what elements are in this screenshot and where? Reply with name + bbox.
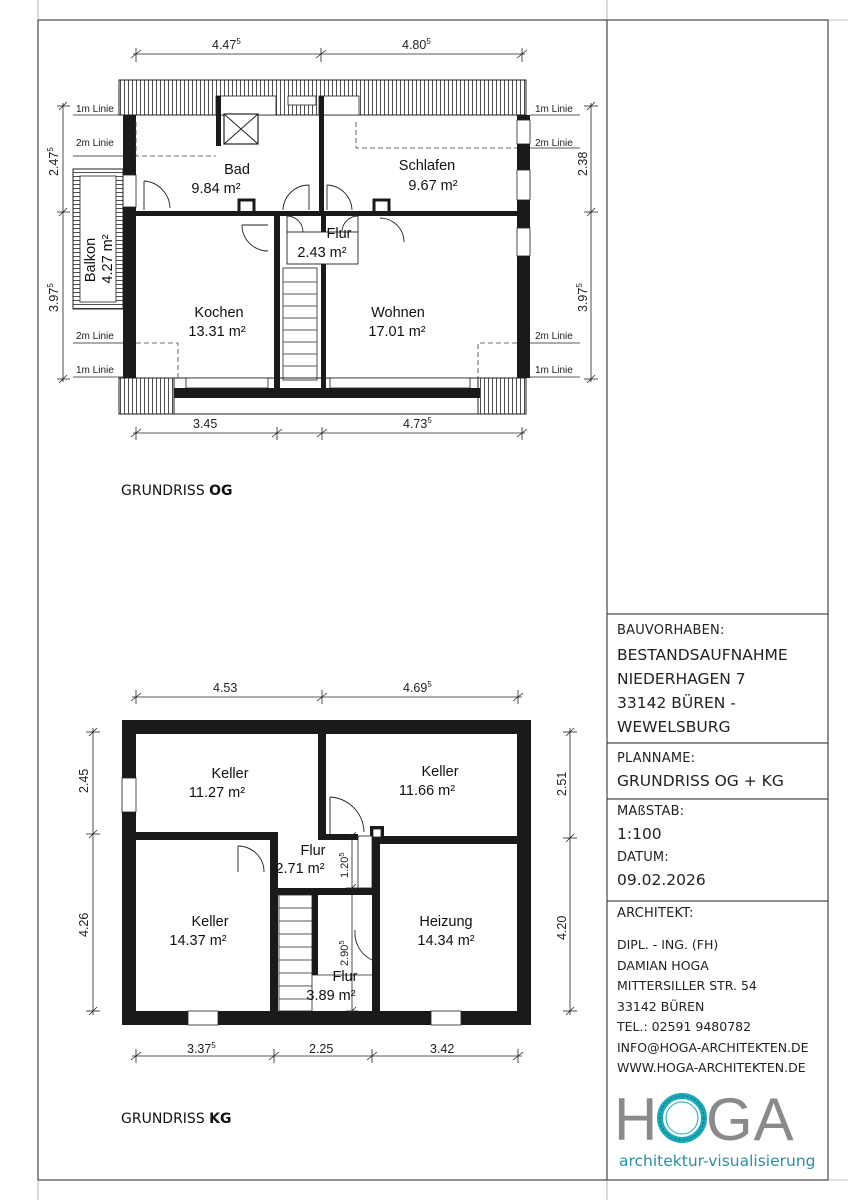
og-dim-top-left: 4.47$^5$ bbox=[212, 37, 241, 52]
architekt-line-2: DAMIAN HOGA bbox=[617, 957, 709, 973]
massstab-value: 1:100 bbox=[617, 825, 662, 843]
kg-dim-left-upper: 2.45 bbox=[77, 768, 91, 793]
og-stair bbox=[283, 268, 317, 380]
datum-value: 09.02.2026 bbox=[617, 871, 706, 889]
bauvorhaben-line-2: NIEDERHAGEN 7 bbox=[617, 670, 746, 688]
og-line-1m-left-bottom: 1m Linie bbox=[76, 365, 114, 376]
og-line-2m-right-top: 2m Linie bbox=[535, 138, 573, 149]
logo-letters-ga: GA bbox=[706, 1086, 795, 1153]
og-dim-top-right: 4.80$^5$ bbox=[402, 37, 431, 52]
bauvorhaben-cell bbox=[617, 623, 824, 739]
kg-dim-bottom-2: 2.25 bbox=[309, 1042, 334, 1056]
kg-dim-right-upper: 2.51 bbox=[555, 771, 569, 796]
kg-room-keller-3-area: 14.37 m² bbox=[169, 933, 227, 949]
og-dim-left-upper: 2.47$^5$ bbox=[46, 147, 61, 176]
planname-cell bbox=[617, 751, 824, 793]
massstab-label: MAßSTAB: bbox=[617, 804, 685, 819]
og-room-flur-name: Flur bbox=[326, 226, 352, 242]
og-line-2m-right-bottom: 2m Linie bbox=[535, 331, 573, 342]
og-line-1m-right-top: 1m Linie bbox=[535, 104, 573, 115]
kg-room-keller-2-name: Keller bbox=[421, 764, 459, 780]
og-roof-bottom-right bbox=[478, 378, 526, 414]
architekt-line-5: TEL.: 02591 9480782 bbox=[617, 1019, 752, 1034]
architekt-line-4: 33142 BÜREN bbox=[617, 998, 705, 1014]
kg-room-flur-1-area: 2.71 m² bbox=[275, 861, 325, 877]
kg-floorplan bbox=[77, 680, 577, 1063]
og-line-2m-left-top: 2m Linie bbox=[76, 138, 114, 149]
bauvorhaben-line-3: 33142 BÜREN - bbox=[617, 694, 736, 712]
bauvorhaben-label: BAUVORHABEN: bbox=[617, 623, 725, 638]
kg-dimension-lines bbox=[86, 690, 577, 1063]
kg-walls bbox=[122, 720, 531, 1025]
og-dim-left-lower: 3.97$^5$ bbox=[46, 283, 61, 312]
kg-dim-right-lower: 4.20 bbox=[555, 915, 569, 940]
og-room-balkon-area: 4.27 m² bbox=[100, 234, 116, 284]
og-section-title: GRUNDRISS OG bbox=[121, 483, 233, 499]
og-roof-bottom-left bbox=[119, 378, 174, 414]
kg-dim-inner-2: 2.90$^5$ bbox=[337, 940, 351, 966]
og-room-schlafen-area: 9.67 m² bbox=[408, 178, 458, 194]
architekt-label: ARCHITEKT: bbox=[617, 906, 694, 921]
og-room-balkon-name: Balkon bbox=[83, 237, 99, 283]
og-room-schlafen-name: Schlafen bbox=[398, 158, 456, 174]
architekt-cell bbox=[617, 906, 824, 1079]
logo-letter-h: H bbox=[614, 1086, 659, 1153]
architekt-line-7: WWW.HOGA-ARCHITEKTEN.DE bbox=[617, 1060, 806, 1075]
og-line-2m-left-bottom: 2m Linie bbox=[76, 331, 114, 342]
og-room-kochen-area: 13.31 m² bbox=[188, 324, 246, 340]
planname-value: GRUNDRISS OG + KG bbox=[617, 772, 784, 790]
kg-room-keller-3-name: Keller bbox=[191, 914, 229, 930]
kg-room-keller-1-area: 11.27 m² bbox=[188, 785, 246, 801]
architekt-line-6: INFO@HOGA-ARCHITEKTEN.DE bbox=[617, 1039, 809, 1055]
og-room-bad-area: 9.84 m² bbox=[191, 181, 241, 197]
og-room-bad-name: Bad bbox=[224, 162, 250, 178]
og-line-1m-right-bottom: 1m Linie bbox=[535, 365, 573, 376]
kg-room-keller-2-area: 11.66 m² bbox=[398, 783, 456, 799]
bauvorhaben-line-1: BESTANDSAUFNAHME bbox=[617, 646, 788, 664]
kg-room-flur-1-name: Flur bbox=[300, 843, 326, 859]
og-dim-bottom-right: 4.73$^5$ bbox=[403, 416, 432, 431]
kg-room-keller-1-name: Keller bbox=[211, 766, 249, 782]
kg-room-heizung-area: 14.34 m² bbox=[417, 933, 475, 949]
massstab-cell bbox=[617, 804, 824, 892]
kg-dim-top-left: 4.53 bbox=[213, 681, 238, 695]
logo-subtitle: architektur-visualisierung bbox=[619, 1152, 816, 1170]
kg-room-flur-2-area: 3.89 m² bbox=[306, 988, 356, 1004]
og-line-1m-left-top: 1m Linie bbox=[76, 104, 114, 115]
logo-letter-o: O bbox=[658, 1086, 707, 1153]
og-dim-bottom-left: 3.45 bbox=[193, 417, 218, 431]
kg-dim-inner-1: 1.20$^5$ bbox=[337, 852, 351, 878]
kg-section-title: GRUNDRISS KG bbox=[121, 1111, 232, 1127]
kg-dim-top-right: 4.69$^5$ bbox=[403, 680, 432, 695]
kg-dim-bottom-3: 3.42 bbox=[430, 1042, 455, 1056]
kg-room-flur-2-name: Flur bbox=[332, 969, 358, 985]
kg-room-heizung-name: Heizung bbox=[419, 914, 473, 930]
architekt-line-1: DIPL. - ING. (FH) bbox=[617, 937, 719, 952]
kg-dim-bottom-1: 3.37$^5$ bbox=[187, 1041, 216, 1056]
kg-windows bbox=[122, 778, 461, 1025]
bauvorhaben-line-4: WEWELSBURG bbox=[617, 718, 731, 736]
og-room-flur-area: 2.43 m² bbox=[297, 245, 347, 261]
og-dim-right-upper: 2.38 bbox=[576, 151, 590, 176]
planname-label: PLANNAME: bbox=[617, 751, 696, 766]
datum-label: DATUM: bbox=[617, 850, 669, 865]
og-floorplan bbox=[46, 37, 598, 440]
og-room-kochen-name: Kochen bbox=[194, 305, 244, 321]
kg-dim-left-lower: 4.26 bbox=[77, 912, 91, 937]
og-room-wohnen-name: Wohnen bbox=[371, 305, 425, 321]
architekt-line-3: MITTERSILLER STR. 54 bbox=[617, 978, 757, 993]
titleblock bbox=[607, 614, 828, 1180]
og-room-wohnen-area: 17.01 m² bbox=[368, 324, 426, 340]
og-dim-right-lower: 3.97$^5$ bbox=[575, 283, 590, 312]
